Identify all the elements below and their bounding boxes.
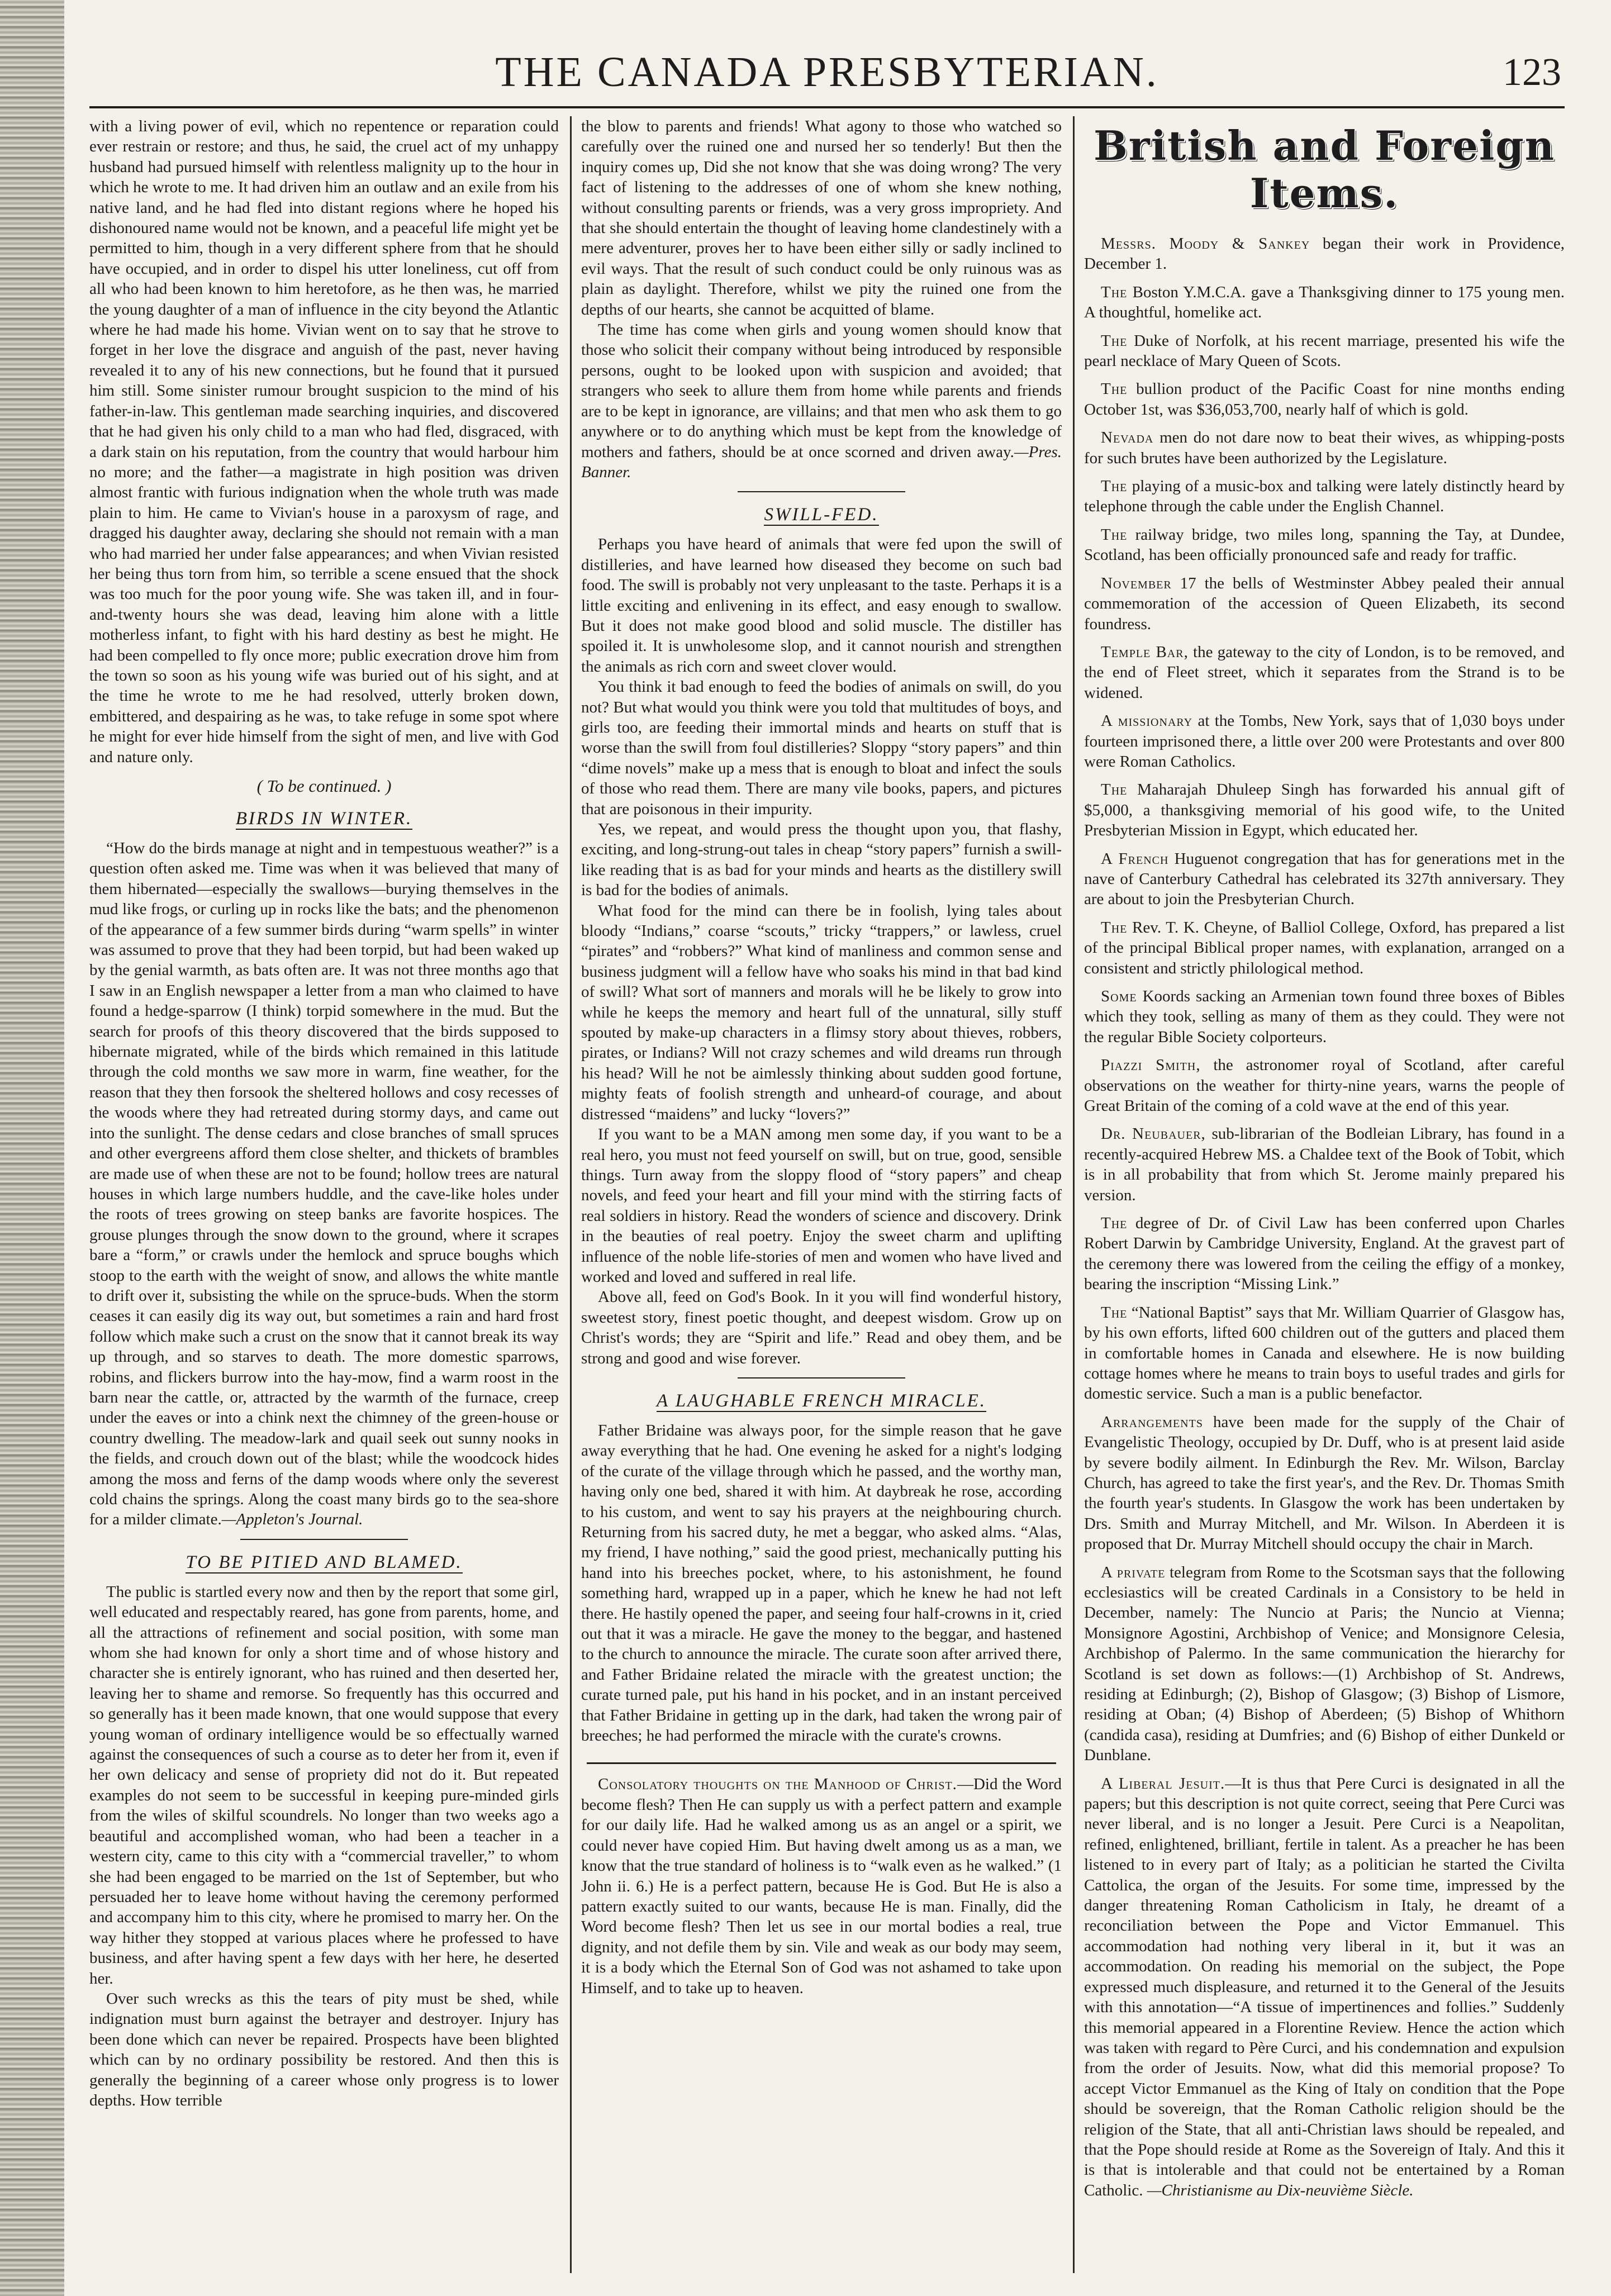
news-item-lead: The — [1101, 331, 1128, 350]
newspaper-title: THE CANADA PRESBYTERIAN. — [495, 49, 1159, 96]
consolatory-lead: Consolatory thoughts on the Manhood of Christ. — [598, 1775, 957, 1794]
page-number: 123 — [1503, 51, 1561, 94]
news-item-lead: Messrs. Moody & Sankey — [1101, 235, 1310, 253]
news-item — [1084, 234, 1565, 274]
section-divider — [240, 1539, 408, 1540]
birds-credit: —Appleton's Journal. — [221, 1510, 363, 1529]
news-item-text: “National Baptist” says that Mr. William Quarrier of Glasgow has, by his own efforts, lifted 600 children out of the gutters and placed them in comfortable homes in Canada and elsewhere. He is now building cottage homes where he means to train boys to useful trades and girls for domestic service. Such a man is a public benefactor. — [1084, 1303, 1565, 1403]
news-item-text: have been made for the supply of the Chair of Evangelistic Theology, occupied by Dr. Duff, who is at present laid aside by severe bodily ailment. In Edinburgh the Rev. Mr. Wilson, Barclay Church, has agreed to take the first year's, and the Rev. Dr. Thomas Smith the fourth year's students. In Glasgow the work has been undertaken by Drs. Smith and Murray Mitchell, and Mr. Wilson. In Aberdeen it is proposed that Dr. Murray Mitchell should occupy the chair in March. — [1084, 1413, 1565, 1553]
column-rule — [1073, 116, 1075, 2273]
news-item-text: 17 the bells of Westminster Abbey pealed their annual commemoration of the accession of Queen Elizabeth, its second foundress. — [1084, 574, 1565, 633]
news-item — [1084, 779, 1565, 840]
news-item-text: men do not dare now to beat their wives, as whipping-posts for such brutes have been authorized by the Legislature. — [1084, 429, 1565, 467]
birds-paragraph — [89, 838, 559, 1530]
news-item — [1084, 918, 1565, 978]
news-item-lead: The — [1101, 525, 1128, 544]
news-item-text: the astronomer royal of Scotland, after careful observations on the weather for thirty-nine years, warns the people of Great Britain of the coming of a cold wave at the end of this year. — [1084, 1056, 1565, 1115]
article-heading-pitied — [89, 1552, 559, 1573]
news-item — [1084, 1303, 1565, 1404]
news-item-lead: A Liberal Jesuit. — [1101, 1774, 1225, 1793]
news-item-text: telegram from Rome to the Scotsman says that the following ecclesiastics will be created Cardinals in a Consistory to be held in December, namely: The Nuncio at Paris; the Nuncio at Vienna; Monsignore Agostini, Archbishop of Venice; and Monsignore Celesia, Archbishop of Palermo. In the same communication the hierarchy for Scotland is set down as follows:—(1) Archbishop of St. Andrews, residing at Edinburgh; (2), Bishop of Glasgow; (3) Bishop of Lismore, residing at Oban; (4) Bishop of Aberdeen; (5) Bishop of Whithorn (candida casa), residing at Dumfries; and (6) Bishop of either Dunkeld or Dunblane. — [1084, 1563, 1565, 1765]
news-item-text: Koords sacking an Armenian town found three boxes of Bibles which they took, selling as many of them as they could. They were not the regular Bible Society colporteurs. — [1084, 987, 1565, 1046]
consolatory-paragraph — [581, 1774, 1062, 1998]
section-divider — [587, 1762, 1056, 1764]
news-item — [1084, 849, 1565, 910]
news-item-lead: Dr. Neubauer, — [1101, 1125, 1206, 1143]
news-item-lead: A private — [1101, 1563, 1166, 1581]
pitied-paragraph: Over such wrecks as this the tears of pity must be shed, while indignation must burn against the betrayer and destroyer. Injury has been done which can never be repaired. Prospects have been blighted which can by no ordinary possibility be restored. And then this is generally the beginning of a career whose only progress is to lower depths. How terrible — [89, 1989, 559, 2109]
news-item-lead: The — [1101, 283, 1128, 301]
pitied-paragraph: The public is startled every now and then by the report that some girl, well educated and respectably reared, has gone from parents, home, and all the attractions of refinement and social position, with some man whom she had known for only a short time and of whose history and character she is entirely ignorant, who has ruined and then deserted her, leaving her to shame and remorse. So frequently has this occurred and so generally has it been made known, that one would suppose that every young woman of ordinary intelligence would be so effectually warned against the consequences of such a course as to deter her from it, even if her own delicacy and sense of propriety did not do it. But repeated examples do not seem to be successful in keeping pure-minded girls from the wiles of skilful scoundrels. No longer than two weeks ago a beautiful and accomplished woman, who had been a teacher in a western city, came to this city with a “commercial traveller,” to whom she had been engaged to be married on the 1st of September, but who persuaded her to leave home without having the ceremony performed and accompany him to this city, where he promised to marry her. On the way hither they stopped at various places where he professed to have business, and after having spent a few days with her here, he deserted her. — [89, 1582, 559, 1988]
article-heading-miracle — [581, 1391, 1062, 1411]
news-item — [1084, 427, 1565, 468]
news-item-lead: Arrangements — [1101, 1413, 1203, 1431]
swill-paragraph: Above all, feed on God's Book. In it you will find wonderful history, sweetest story, finest poetic thought, and deepest wisdom. Grow up on Christ's words; they are “Spirit and life.” Read and obey them, and be strong and good and wise forever. — [581, 1288, 1062, 1367]
news-item-lead: The — [1101, 918, 1128, 937]
news-item-text: sub-librarian of the Bodleian Library, has found in a recently-acquired Hebrew MS. a Chaldee text of the Book of Tobit, which is in all probability that from which St. Jerome mainly prepared his version. — [1084, 1125, 1565, 1204]
news-items-list — [1084, 234, 1565, 2200]
to-be-continued-note: ( To be continued. ) — [256, 776, 392, 796]
news-item — [1084, 1774, 1565, 2201]
news-item-lead: Temple Bar, — [1101, 643, 1189, 661]
swill-paragraph: You think it bad enough to feed the bodies of animals on swill, do you not? But what would you think were you told that multitudes of boys, and girls too, are feeding their immortal minds and hearts on stuff that is worse than the swill from foul distilleries? Sloppy “story papers” and thin “dime novels” make up a mess that is enough to bloat and infect the souls of those who read them. There are many vile books, papers, and pictures that are poisonous in their impurity. — [581, 678, 1062, 818]
swill-paragraph: If you want to be a MAN among men some day, if you want to be a real hero, you must not feed yourself on swill, but on true, good, sensible things. Turn away from the sloppy flood of “story papers” and cheap novels, and feed your heart and fill your mind with the stirring facts of real soldiers in history. Read the wonders of science and discovery. Drink in the beauties of real poetry. Enjoy the sweet charm and uplifting influence of the noble life-stories of men and women who have lived and worked and loved and suffered in real life. — [581, 1125, 1062, 1286]
news-item-lead: A missionary — [1101, 712, 1193, 730]
miracle-title: A LAUGHABLE FRENCH MIRACLE. — [656, 1390, 987, 1411]
news-item — [1084, 379, 1565, 420]
news-item-text: Duke of Norfolk, at his recent marriage, presented his wife the pearl necklace of Mary Queen of Scots. — [1084, 331, 1565, 370]
news-item-text: railway bridge, two miles long, spanning the Tay, at Dundee, Scotland, has been officially pronounced safe and ready for traffic. — [1084, 525, 1565, 564]
pitied-credit: —Pres. Banner. — [581, 443, 1062, 481]
swill-title: SWILL-FED. — [764, 505, 879, 525]
article-heading-swill — [581, 505, 1062, 525]
news-item-lead: Some — [1101, 987, 1137, 1005]
news-item — [1084, 282, 1565, 323]
news-item — [1084, 525, 1565, 565]
news-item — [1084, 1562, 1565, 1766]
news-item-text: playing of a music-box and talking were lately distinctly heard by telephone through the cable under the English Channel. — [1084, 477, 1565, 516]
news-item-lead: A French — [1101, 849, 1169, 868]
birds-title: BIRDS IN WINTER. — [235, 809, 413, 829]
news-item-text: began their work in Providence, December 1. — [1084, 235, 1565, 273]
news-item-lead: The — [1101, 1303, 1128, 1321]
news-item — [1084, 331, 1565, 372]
news-item — [1084, 642, 1565, 703]
page-header — [89, 40, 1565, 108]
column-middle — [581, 116, 1062, 2273]
news-item — [1084, 1124, 1565, 1205]
news-item-credit: —Christianisme au Dix-neuvième Siècle. — [1147, 2181, 1414, 2199]
swill-paragraph: Perhaps you have heard of animals that were fed upon the swill of distilleries, and have learned how diseased they become on such bad food. The swill is probably not very unpleasant to the taste. Perhaps it is a little exciting and enlivening in its effect, and easy enough to swallow. But it does not make good blood and solid muscle. The distiller has spoiled it. It is unwholesome slop, and it cannot nourish and strengthen the animals as rich corn and sweet clover would. — [581, 535, 1062, 676]
news-item — [1084, 573, 1565, 634]
news-item — [1084, 476, 1565, 517]
pitied-continued-text: The time has come when girls and young women should know that those who solicit their company without being introduced by responsible persons, ought to be looked upon with suspicion and avoided; that strangers who seek to allure them from home while parents and friends are to be kept in ignorance, are villains; and that men who ask them to go anywhere or to do anything which must be kept from the knowledge of mothers and fathers, should be at once scorned and driven away. — [581, 321, 1062, 461]
news-item-text: Boston Y.M.C.A. gave a Thanksgiving dinner to 175 young men. A thoughtful, homelike act. — [1084, 283, 1565, 322]
news-item-text: Rev. T. K. Cheyne, of Balliol College, Oxford, has prepared a list of the principal Biblical proper names, with explanation, arranged on a consistent and strictly philological method. — [1084, 918, 1565, 977]
swill-paragraph: Yes, we repeat, and would press the thought upon you, that flashy, exciting, and long-strung-out tales in cheap “story papers” furnish a swill-like reading that is as bad for your minds and hearts as the distillery swill is bad for the bodies of animals. — [581, 820, 1062, 900]
news-item-text: Maharajah Dhuleep Singh has forwarded his annual gift of $5,000, a thanksgiving memorial of his good wife, to the United Presbyterian Mission in Egypt, which educated her. — [1084, 781, 1565, 840]
news-item-text: at the Tombs, New York, says that of 1,030 boys under fourteen imprisoned there, a little over 200 were Protestants and over 800 were Roman Catholics. — [1084, 712, 1565, 771]
news-item — [1084, 711, 1565, 772]
news-item-lead: The — [1101, 380, 1128, 398]
column-right — [1084, 116, 1565, 2273]
column-rule — [570, 116, 572, 2273]
miracle-paragraph: Father Bridaine was always poor, for the simple reason that he gave away everything that he had. One evening he asked for a night's lodging of the curate of the village through which he passed, and the worthy man, having only one bed, shared it with him. At daybreak he rose, according to his custom, and went to say his prayers at the neighbouring church. Returning from his sacred duty, he met a beggar, who asked alms. “Alas, my friend, I have nothing,” said the good priest, mechanically putting his hand into his breeches pocket, where, to his astonishment, he found something hard, wrapped up in a paper, which he knew he had not left there. He hastily opened the paper, and seeing four half-crowns in it, cried out that it was a miracle. He gave the money to the beggar, and hastened to the church to announce the miracle. The curate soon after arrived there, and Father Bridaine related the miracle with the greatest unction; the curate turned pale, put his hand in his pocket, and in an instant perceived that Father Bridaine in getting up in the dark, had taken the wrong pair of breeches; he had performed the miracle with the curate's crowns. — [581, 1421, 1062, 1745]
news-item-text: degree of Dr. of Civil Law has been conferred upon Charles Robert Darwin by Cambridge University, England. At the gravest part of the ceremony there was lowered from the ceiling the effigy of a monkey, bearing the inscription “Missing Link.” — [1084, 1214, 1565, 1294]
birds-text: “How do the birds manage at night and in tempestuous weather?” is a question often asked me. Time was when it was believed that many of them hibernated—especially the swallows—burying themselves in the mud like frogs, or curling up in rocks like the bats; and the phenomenon of the appearance of a few summer birds during “warm spells” in winter was assumed to prove that they had been torpid, but had been waked up by the genial warmth, as bats often are. It was not three months ago that I saw in an English newspaper a letter from a man who claimed to have found a hedge-sparrow (I think) torpid somewhere in the mud. But the search for proofs of this theory discovered that the birds supposed to hibernate migrated, while of the birds which remained in this latitude through the cold months we saw more in warm, fine weather, for the reason that they then forsook the sheltered hollows and cosy recesses of the woods where they had retreated during stormy days, and came out into the sunlight. The dense cedars and close branches of small spruces and other evergreens afford them close shelter, and thickets of brambles are made use of when these are not to be found; hollow trees are natural houses in which large numbers huddle, and the cave-like holes under the roots of trees growing on steep banks are favorite hospices. The grouse plunges through the snow down to the ground, where it scrapes bare a “form,” or crawls under the hemlock and spruce boughs which stoop to the earth with the weight of snow, and allows the white mantle to drift over it, subsisting the while on the spruce-buds. When the storm ceases it can easily dig its way out, but sometimes a rain and hard frost follow which make such a crust on the snow that it cannot break its way up through, and so starves to death. The more domestic sparrows, robins, and flickers burrow into the hay-mow, find a warm roost in the barn near the cattle, or, attracted by the warmth of the furnace, creep under the eaves or into a chink next the chimney of the green-house or country dwelling. The meadow-lark and quail seek out sunny nooks in the fields, and crouch down out of the blast; while the woodcock hides among the moss and ferns of the damp woods where only the severest cold chains the springs. Along the coast many birds go to the sea-shore for a milder climate. — [89, 839, 559, 1529]
news-item-lead: Piazzi Smith, — [1101, 1056, 1201, 1075]
page-binding-edge — [0, 0, 64, 2296]
section-divider — [738, 491, 905, 492]
consolatory-text: —Did the Word become flesh? Then He can supply us with a perfect pattern and example for our daily life. Had he walked among us as an angel or a spirit, we could never have copied Him. But having dwelt among us as a man, we know that the true standard of holiness is to “walk even as he walked.” (1 John ii. 6.) He is a perfect pattern, because He is God. But He is also a pattern exactly suited to our wants, because He is man. Finally, did the Word become flesh? Then let us see in our mortal bodies a real, true dignity, and not defile them by sin. Vile and weak as our body may seem, it is a body which the Eternal Son of God was not ashamed to take upon Himself, and to take up to heaven. — [581, 1775, 1062, 1997]
news-item — [1084, 1412, 1565, 1555]
news-item-text: —It is thus that Pere Curci is designated in all the papers; but this description is not quite correct, seeing that Pere Curci was never liberal, and is no longer a Jesuit. Pere Curci is a Neapolitan, refined, enlightened, brilliant, fertile in talent. As a preacher he has been listened to in every part of Italy; as a politician he started the Civilta Cattolica, the organ of the Jesuits. For some time, impressed by the danger threatening Roman Catholicism in Italy, he dreamt of a reconciliation between the Pope and Victor Emmanuel. This accommodation had nothing very liberal in it, but it was an accommodation. On reading his memorial on the subject, the Pope expressed much displeasure, and returned it to the General of the Jesuits with this annotation—“A tissue of impertinences and follies.” Suddenly this memorial appeared in a Florentine Review. Hence the action which was taken with regard to Père Curci, and his condemnation and expulsion from the order of Jesuits. Now, what did this memorial propose? To accept Victor Emmanuel as the King of Italy on condition that the Pope should be sovereign, that the Roman Catholic religion should be the religion of the State, that all anti-Christian laws should be repealed, and that the Pope should reside at Rome as the Sovereign of Italy. And this it is that is intolerable and that could not be entertained by a Roman Catholic. — [1084, 1774, 1565, 2199]
british-foreign-items-banner: British and Foreign Items. — [1093, 122, 1556, 217]
section-divider — [738, 1377, 905, 1378]
news-item-lead: The — [1101, 1214, 1128, 1233]
swill-paragraph: What food for the mind can there be in foolish, lying tales about bloody “Indians,” coarse “scouts,” tricky “trappers,” or lawless, cruel “pirates” and “robbers?” What kind of manliness and common sense and business judgment will a fellow have who soaks his mind in that bad kind of swill? What sort of manners and morals will he be likely to grow into while he keeps the memory and heart full of the unnatural, silly stuff spouted by make-up characters in a flimsy story about thieves, robbers, pirates, or Indians? Will not crazy schemes and wild dreams run through his head? Will he not be aimlessly thinking about sudden good fortune, mighty feats of foolish strength and unheard-of courage, and about distressed “maidens” and lucky “lovers?” — [581, 901, 1062, 1123]
news-item-lead: The — [1101, 477, 1128, 496]
news-item-text: bullion product of the Pacific Coast for nine months ending October 1st, was $36,053,700, nearly half of which is gold. — [1084, 380, 1565, 419]
news-item — [1084, 986, 1565, 1047]
news-item-lead: November — [1101, 574, 1172, 592]
news-item-text: Huguenot congregation that has for generations met in the nave of Canterbury Cathedral has celebrated its 327th anniversary. They are about to join the Presbyterian Church. — [1084, 849, 1565, 909]
pitied-continued-paragraph — [581, 320, 1062, 482]
article-heading-birds — [89, 809, 559, 829]
news-item-lead: Nevada — [1101, 429, 1154, 447]
news-item-lead: The — [1101, 781, 1128, 799]
serial-story-text: with a living power of evil, which no repentence or reparation could ever restrain or restore; and thus, he said, the cruel act of my unhappy husband had pursued himself with relentless malignity up to the hour in which he wrote to me. It had driven him an outlaw and an exile from his native land, and he had fled into distant regions where he hoped his dishonoured name would not be known, and a peaceful life might yet be permitted to him, though in a very different sphere from that he should have occupied, and in order to dispel his utter loneliness, cut off from all who had been known to him heretofore, as he then was, he married the young daughter of a man of influence in the city beyond the Atlantic where he had made his home. Vivian went on to say that he strove to forget in her love the disgrace and anguish of the past, never having revealed it to any of his new connections, but he found that it pursued him still. Some sinister rumour brought suspicion to the mind of his father-in-law. This gentleman made searching inquiries, and discovered that he had given his only child to a man who had fled, disgraced, with a dark stain on his reputation, from the country that would harbour him no more; and the father—a magistrate in high position was driven almost frantic with furious indignation when the whole truth was made plain to him. He came to Vivian's house in a paroxysm of rage, and dragged his daughter away, declaring she should not remain with a man who had married her under false appearances; and when Vivian resisted her being thus torn from him, so terrible a scene ensued that the shock was too much for the poor young wife. She was taken ill, and in four-and-twenty hours she was dead, leaving him alone with a little motherless infant, to fight with his hard destiny as best he might. He had been compelled to fly once more; public execration drove him from the town so soon as his young wife was buried out of his sight, and at the time he wrote to me he had resolved, utterly broken down, embittered, and despairing as he was, to take refuge in some spot where he might for ever hide himself from the sight of men, and live with God and nature only. — [89, 117, 559, 766]
pitied-continued-paragraph: the blow to parents and friends! What agony to those who watched so carefully over the ruined one and nursed her so tenderly! But then the inquiry comes up, Did she not know that she was doing wrong? The very fact of listening to the addresses of one of whom she knew nothing, without consulting parents or friends, was a very gross impropriety. And that she should entertain the thought of leaving home clandestinely with a mere adventurer, proves her to have been either silly or sadly inclined to evil ways. That the result of such conduct could be only ruinous was as plain as daylight. Therefore, whilst we pity the ruined one from the depths of our hearts, she cannot be acquitted of blame. — [581, 117, 1062, 319]
news-item-text: the gateway to the city of London, is to be removed, and the end of Fleet street, which it separates from the Strand is to be widened. — [1084, 643, 1565, 702]
news-item — [1084, 1213, 1565, 1295]
news-item — [1084, 1055, 1565, 1116]
column-left — [89, 116, 559, 2273]
pitied-title: TO BE PITIED AND BLAMED. — [186, 1552, 463, 1572]
